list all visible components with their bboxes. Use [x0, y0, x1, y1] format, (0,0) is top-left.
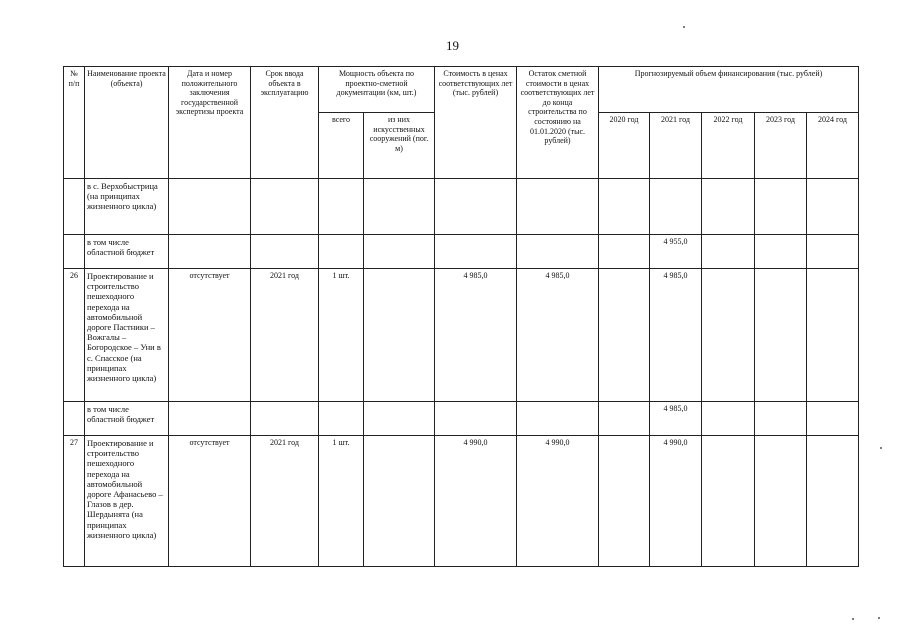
row-year-2020 — [599, 179, 650, 235]
header-year-2024: 2024 год — [807, 113, 859, 179]
row-num: 26 — [64, 269, 85, 402]
row-year-2020 — [599, 436, 650, 567]
row-year-2023 — [755, 402, 807, 436]
table-row — [64, 179, 859, 235]
row-year-2021: 4 985,0 — [650, 402, 702, 436]
row-cost — [435, 402, 517, 436]
row-num: 27 — [64, 436, 85, 567]
scan-speck — [880, 447, 882, 449]
row-year-2021: 4 955,0 — [650, 235, 702, 269]
row-expertise — [169, 235, 251, 269]
row-year-2022 — [702, 179, 755, 235]
row-year-2024 — [807, 269, 859, 402]
table-row — [64, 436, 859, 567]
row-year-2022 — [702, 436, 755, 567]
header-remaining: Остаток сметной стоимости в ценах соответствующих лет до конца строительства по состоянию на 01.01.2020 (тыс. рублей) — [517, 67, 599, 179]
row-year-2021: 4 990,0 — [650, 436, 702, 567]
row-capacity-artificial — [364, 269, 435, 402]
row-remaining — [517, 402, 599, 436]
row-year-2024 — [807, 436, 859, 567]
header-expertise: Дата и номер положительного заключения государственной экспертизы проекта — [169, 67, 251, 179]
row-year-2020 — [599, 402, 650, 436]
header-forecast: Прогнозируемый объем финансирования (тыс. рублей) — [599, 67, 859, 113]
row-capacity-total — [319, 402, 364, 436]
row-expertise: отсутствует — [169, 436, 251, 567]
row-commissioning: 2021 год — [251, 269, 319, 402]
header-num: № п/п — [64, 67, 85, 179]
row-year-2021 — [650, 179, 702, 235]
row-num — [64, 179, 85, 235]
row-expertise: отсутствует — [169, 269, 251, 402]
row-num — [64, 402, 85, 436]
row-name: Проектирование и строительство пешеходного перехода на автомобильной дороге Афанасьево – Глазов в дер. Шердынята (на принципах жизненного цикла) — [85, 436, 169, 567]
row-commissioning — [251, 402, 319, 436]
header-capacity-total: всего — [319, 113, 364, 179]
header-cost: Стоимость в ценах соответствующих лет (тыс. рублей) — [435, 67, 517, 179]
financing-table — [63, 66, 859, 567]
row-capacity-artificial — [364, 436, 435, 567]
row-year-2022 — [702, 235, 755, 269]
header-capacity: Мощность объекта по проектно-сметной документации (км, шт.) — [319, 67, 435, 113]
page-number: 19 — [446, 38, 459, 53]
row-year-2022 — [702, 269, 755, 402]
row-commissioning — [251, 235, 319, 269]
header-year-2022: 2022 год — [702, 113, 755, 179]
scan-speck — [852, 618, 854, 620]
header-name: Наименование проекта (объекта) — [85, 67, 169, 179]
row-year-2024 — [807, 402, 859, 436]
row-capacity-artificial — [364, 235, 435, 269]
table-row — [64, 235, 859, 269]
table-row — [64, 402, 859, 436]
row-year-2023 — [755, 179, 807, 235]
row-commissioning: 2021 год — [251, 436, 319, 567]
row-name: Проектирование и строительство пешеходного перехода на автомобильной дороге Пастники – Вожгалы – Богородское – Уни в с. Спасское (на принципах жизненного цикла) — [85, 269, 169, 402]
header-year-2020: 2020 год — [599, 113, 650, 179]
scan-speck — [683, 26, 685, 28]
row-year-2022 — [702, 402, 755, 436]
row-num — [64, 235, 85, 269]
row-cost — [435, 235, 517, 269]
row-year-2023 — [755, 436, 807, 567]
header-capacity-artificial: из них искусственных сооружений (пог. м) — [364, 113, 435, 179]
row-year-2023 — [755, 269, 807, 402]
row-remaining: 4 985,0 — [517, 269, 599, 402]
row-remaining — [517, 235, 599, 269]
row-capacity-total: 1 шт. — [319, 269, 364, 402]
row-capacity-total: 1 шт. — [319, 436, 364, 567]
table-row — [64, 269, 859, 402]
row-capacity-artificial — [364, 402, 435, 436]
row-expertise — [169, 179, 251, 235]
row-expertise — [169, 402, 251, 436]
row-year-2024 — [807, 179, 859, 235]
header-commissioning: Срок ввода объекта в эксплуатацию — [251, 67, 319, 179]
row-name: в том числе областной бюджет — [85, 402, 169, 436]
row-name: в с. Верхобыстрица (на принципах жизненного цикла) — [85, 179, 169, 235]
row-capacity-total — [319, 179, 364, 235]
row-year-2020 — [599, 269, 650, 402]
scan-speck — [878, 617, 880, 619]
row-capacity-total — [319, 235, 364, 269]
row-year-2024 — [807, 235, 859, 269]
header-year-2021: 2021 год — [650, 113, 702, 179]
row-capacity-artificial — [364, 179, 435, 235]
row-year-2023 — [755, 235, 807, 269]
row-cost — [435, 179, 517, 235]
row-year-2021: 4 985,0 — [650, 269, 702, 402]
header-year-2023: 2023 год — [755, 113, 807, 179]
row-remaining: 4 990,0 — [517, 436, 599, 567]
row-cost: 4 985,0 — [435, 269, 517, 402]
row-commissioning — [251, 179, 319, 235]
row-cost: 4 990,0 — [435, 436, 517, 567]
row-year-2020 — [599, 235, 650, 269]
row-remaining — [517, 179, 599, 235]
row-name: в том числе областной бюджет — [85, 235, 169, 269]
